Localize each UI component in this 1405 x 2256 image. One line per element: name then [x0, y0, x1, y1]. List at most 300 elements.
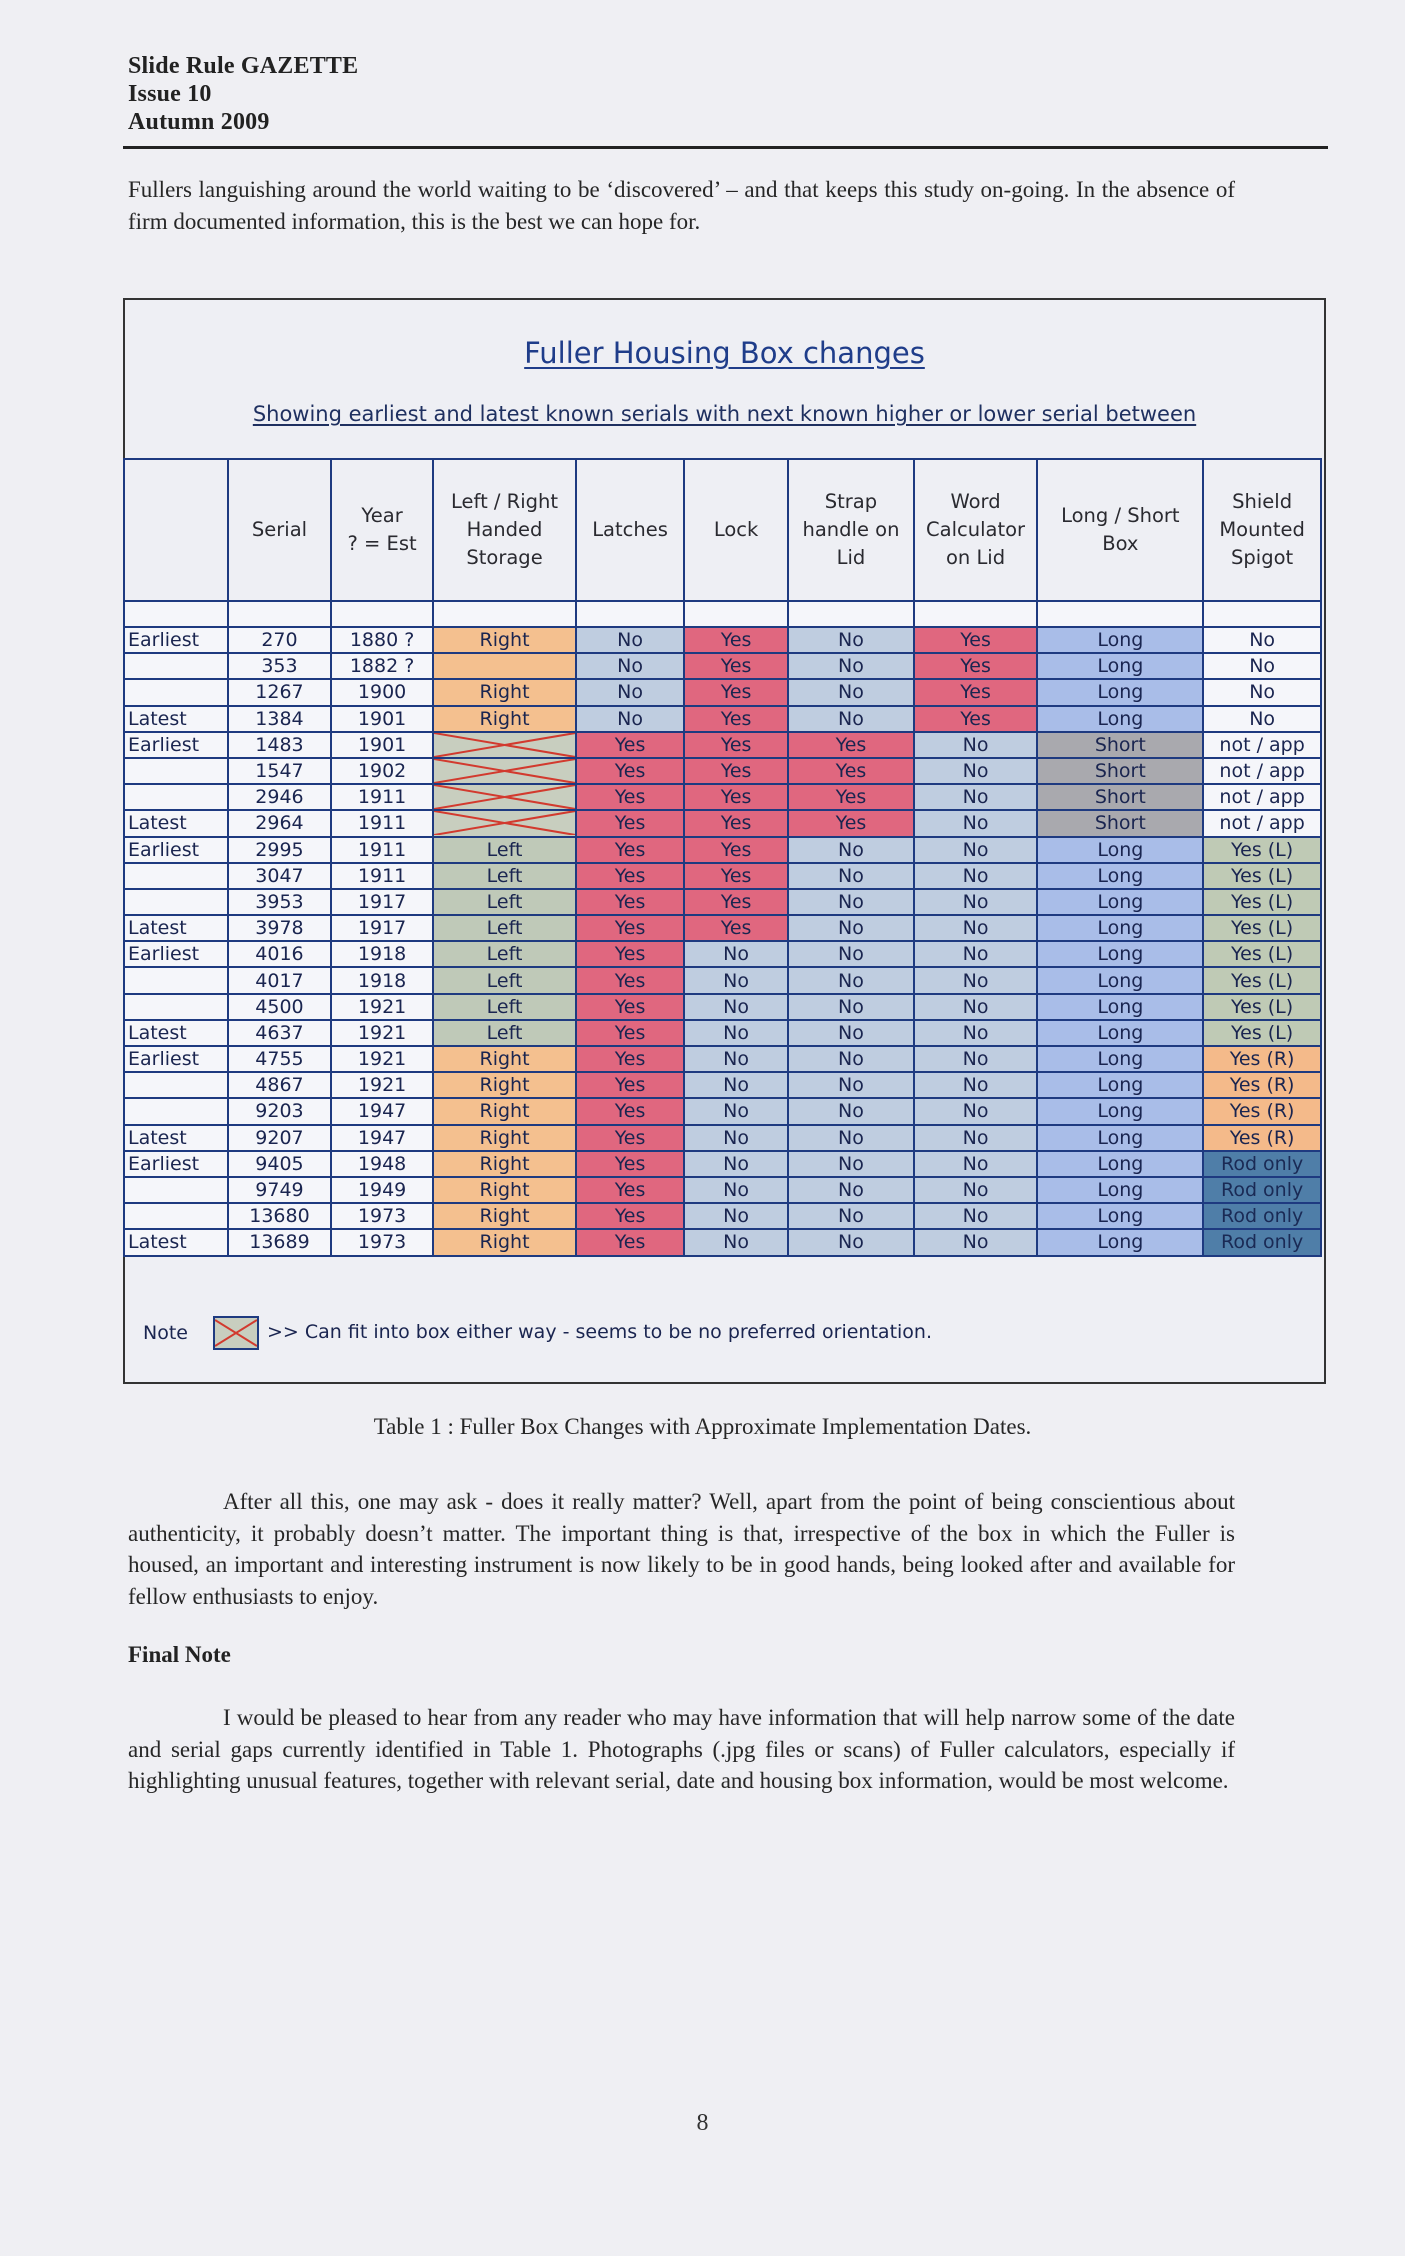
cell-year: 1880 ?: [331, 627, 433, 653]
column-header-line: Spigot: [1231, 546, 1294, 569]
cell-storage: Left: [433, 1020, 576, 1046]
cell-strap: No: [788, 1177, 913, 1203]
cell-label: [124, 758, 228, 784]
cell-latches: Yes: [576, 1020, 684, 1046]
cell-strap: No: [788, 967, 913, 993]
cell-label: Latest: [124, 1020, 228, 1046]
cell-box: Short: [1037, 758, 1203, 784]
table-row: [124, 915, 1321, 941]
cell-latches: Yes: [576, 758, 684, 784]
cell-serial: 1547: [228, 758, 332, 784]
table-row: [124, 679, 1321, 705]
cross-icon: [215, 1318, 257, 1348]
cell-label: Latest: [124, 915, 228, 941]
cell-latches: Yes: [576, 1125, 684, 1151]
cell-lock: Yes: [684, 784, 788, 810]
cell-spigot: Rod only: [1203, 1177, 1321, 1203]
cell-storage: Left: [433, 941, 576, 967]
column-header-1: [228, 459, 332, 601]
cell-box: Long: [1037, 653, 1203, 679]
cell-latches: Yes: [576, 863, 684, 889]
cell-serial: 2995: [228, 837, 332, 863]
cell-spigot: Yes (L): [1203, 863, 1321, 889]
cell-box: Long: [1037, 1203, 1203, 1229]
cell-word: Yes: [914, 679, 1038, 705]
cell-lock: Yes: [684, 732, 788, 758]
cell-strap: No: [788, 679, 913, 705]
cell-label: Earliest: [124, 1046, 228, 1072]
column-header-9: [1203, 459, 1321, 601]
cell-serial: 4017: [228, 967, 332, 993]
cell-lock: No: [684, 994, 788, 1020]
cell-latches: Yes: [576, 1046, 684, 1072]
cell-storage: Right: [433, 706, 576, 732]
cell-storage: Right: [433, 1072, 576, 1098]
cell-word: No: [914, 837, 1038, 863]
cell-word: No: [914, 994, 1038, 1020]
column-header-6: [788, 459, 913, 601]
cell-lock: Yes: [684, 810, 788, 836]
table-header-row: [124, 459, 1321, 601]
cell-label: Latest: [124, 810, 228, 836]
cell-word: No: [914, 810, 1038, 836]
table-row: [124, 1020, 1321, 1046]
cell-strap: Yes: [788, 810, 913, 836]
cell-word: No: [914, 1229, 1038, 1255]
cell-box: Long: [1037, 1229, 1203, 1255]
cell-year: 1947: [331, 1098, 433, 1124]
spacer-cell: [228, 601, 332, 627]
cell-label: [124, 994, 228, 1020]
cell-word: Yes: [914, 627, 1038, 653]
cell-latches: Yes: [576, 784, 684, 810]
column-header-4: [576, 459, 684, 601]
cell-spigot: Yes (L): [1203, 915, 1321, 941]
cell-word: No: [914, 758, 1038, 784]
cell-lock: No: [684, 1125, 788, 1151]
cell-box: Long: [1037, 1151, 1203, 1177]
cell-year: 1921: [331, 994, 433, 1020]
cell-box: Long: [1037, 1046, 1203, 1072]
cell-label: Latest: [124, 1125, 228, 1151]
table-row: [124, 837, 1321, 863]
cell-strap: Yes: [788, 732, 913, 758]
cell-strap: No: [788, 863, 913, 889]
cell-year: 1901: [331, 706, 433, 732]
cell-spigot: not / app: [1203, 810, 1321, 836]
cell-spigot: Yes (R): [1203, 1098, 1321, 1124]
cell-word: No: [914, 1203, 1038, 1229]
cell-serial: 2946: [228, 784, 332, 810]
cell-year: 1911: [331, 784, 433, 810]
cell-year: 1911: [331, 863, 433, 889]
cell-latches: Yes: [576, 1229, 684, 1255]
cell-box: Long: [1037, 679, 1203, 705]
table-row: [124, 784, 1321, 810]
cell-storage: Right: [433, 1098, 576, 1124]
cell-latches: Yes: [576, 941, 684, 967]
cell-latches: Yes: [576, 837, 684, 863]
cell-label: [124, 967, 228, 993]
cell-storage: Right: [433, 1151, 576, 1177]
note-label: Note: [143, 1322, 188, 1344]
cell-label: [124, 889, 228, 915]
cell-lock: Yes: [684, 627, 788, 653]
cell-latches: Yes: [576, 1177, 684, 1203]
cell-year: 1949: [331, 1177, 433, 1203]
cell-year: 1948: [331, 1151, 433, 1177]
cell-latches: Yes: [576, 732, 684, 758]
column-header-0: [124, 459, 228, 601]
cell-lock: No: [684, 1203, 788, 1229]
cell-year: 1973: [331, 1203, 433, 1229]
cell-serial: 353: [228, 653, 332, 679]
column-header-line: Strap: [824, 490, 878, 513]
spacer-cell: [684, 601, 788, 627]
cell-serial: 3978: [228, 915, 332, 941]
cell-latches: Yes: [576, 915, 684, 941]
cell-word: No: [914, 863, 1038, 889]
cell-lock: No: [684, 1229, 788, 1255]
table-title-text: Fuller Housing Box changes: [524, 336, 925, 370]
cell-year: 1901: [331, 732, 433, 758]
table-row: [124, 889, 1321, 915]
cell-strap: No: [788, 1125, 913, 1151]
cell-storage: [433, 784, 576, 810]
cell-label: [124, 863, 228, 889]
cell-lock: Yes: [684, 915, 788, 941]
column-header-line: Lock: [713, 518, 759, 541]
cell-box: Long: [1037, 1125, 1203, 1151]
cell-box: Long: [1037, 967, 1203, 993]
table-subtitle: [125, 402, 1324, 426]
cell-year: 1917: [331, 889, 433, 915]
cell-serial: 9203: [228, 1098, 332, 1124]
cell-storage: Left: [433, 967, 576, 993]
cell-strap: No: [788, 837, 913, 863]
cell-year: 1973: [331, 1229, 433, 1255]
either-way-cross-icon: [434, 759, 575, 783]
table-body: [124, 601, 1321, 1256]
cell-year: 1917: [331, 915, 433, 941]
cell-storage: Left: [433, 994, 576, 1020]
cell-spigot: Yes (R): [1203, 1072, 1321, 1098]
table-row: [124, 967, 1321, 993]
spacer-row: [124, 601, 1321, 627]
spacer-cell: [433, 601, 576, 627]
table-row: [124, 1125, 1321, 1151]
cell-lock: No: [684, 1072, 788, 1098]
cell-latches: Yes: [576, 1098, 684, 1124]
cell-year: 1900: [331, 679, 433, 705]
cell-strap: No: [788, 1098, 913, 1124]
either-way-cross-icon: [434, 785, 575, 809]
cell-spigot: Yes (R): [1203, 1125, 1321, 1151]
cell-box: Long: [1037, 627, 1203, 653]
column-header-5: [684, 459, 788, 601]
cell-strap: Yes: [788, 758, 913, 784]
cell-storage: Right: [433, 1177, 576, 1203]
either-way-cross-icon: [434, 811, 575, 835]
cell-spigot: Rod only: [1203, 1151, 1321, 1177]
cell-word: No: [914, 1072, 1038, 1098]
cell-word: No: [914, 915, 1038, 941]
cell-strap: No: [788, 1151, 913, 1177]
table-row: [124, 1046, 1321, 1072]
cell-year: 1902: [331, 758, 433, 784]
cell-storage: [433, 758, 576, 784]
spacer-cell: [1037, 601, 1203, 627]
cell-latches: Yes: [576, 889, 684, 915]
either-way-cross-icon: [213, 1316, 259, 1350]
cell-strap: No: [788, 889, 913, 915]
cell-lock: No: [684, 941, 788, 967]
column-header-line: ? = Est: [347, 532, 417, 555]
cell-latches: No: [576, 653, 684, 679]
cell-box: Long: [1037, 706, 1203, 732]
cell-lock: No: [684, 1046, 788, 1072]
cell-serial: 13689: [228, 1229, 332, 1255]
table-row: [124, 810, 1321, 836]
cell-storage: Left: [433, 915, 576, 941]
cell-word: No: [914, 1151, 1038, 1177]
cell-word: No: [914, 1177, 1038, 1203]
spacer-cell: [788, 601, 913, 627]
cell-spigot: Yes (L): [1203, 941, 1321, 967]
column-header-line: Serial: [251, 518, 308, 541]
column-header-line: Handed: [466, 518, 543, 541]
cell-label: Earliest: [124, 941, 228, 967]
cell-storage: Right: [433, 1046, 576, 1072]
cell-serial: 2964: [228, 810, 332, 836]
column-header-line: handle on: [802, 518, 900, 541]
table-row: [124, 732, 1321, 758]
cell-serial: 13680: [228, 1203, 332, 1229]
cell-spigot: not / app: [1203, 758, 1321, 784]
cell-spigot: Yes (R): [1203, 1046, 1321, 1072]
cell-strap: No: [788, 915, 913, 941]
cell-word: No: [914, 732, 1038, 758]
column-header-line: Left / Right: [451, 490, 559, 513]
cell-serial: 3953: [228, 889, 332, 915]
table-figure: [123, 298, 1326, 1384]
cell-strap: Yes: [788, 784, 913, 810]
cell-storage: Right: [433, 1229, 576, 1255]
cell-lock: Yes: [684, 863, 788, 889]
cell-spigot: not / app: [1203, 732, 1321, 758]
cell-serial: 4637: [228, 1020, 332, 1046]
cell-serial: 1267: [228, 679, 332, 705]
cell-word: No: [914, 1020, 1038, 1046]
intro-paragraph: Fullers languishing around the world waiting to be ‘discovered’ – and that keeps this study on-going. In the absence of firm documented information, this is the best we can hope for.: [128, 177, 1235, 234]
cell-storage: Left: [433, 837, 576, 863]
cell-lock: Yes: [684, 679, 788, 705]
column-header-line: Shield: [1232, 490, 1293, 513]
cell-serial: 4867: [228, 1072, 332, 1098]
cell-label: [124, 784, 228, 810]
column-header-2: [331, 459, 433, 601]
cell-spigot: No: [1203, 627, 1321, 653]
table-row: [124, 706, 1321, 732]
cell-label: [124, 1203, 228, 1229]
cell-word: No: [914, 1046, 1038, 1072]
cell-latches: No: [576, 627, 684, 653]
cell-box: Long: [1037, 1098, 1203, 1124]
cell-spigot: Rod only: [1203, 1203, 1321, 1229]
cell-label: [124, 1177, 228, 1203]
masthead: [128, 52, 358, 136]
cell-serial: 9749: [228, 1177, 332, 1203]
cell-storage: [433, 732, 576, 758]
cell-box: Short: [1037, 810, 1203, 836]
cell-lock: Yes: [684, 889, 788, 915]
cell-lock: Yes: [684, 758, 788, 784]
cell-label: [124, 679, 228, 705]
cell-word: No: [914, 889, 1038, 915]
cell-strap: No: [788, 1203, 913, 1229]
cell-storage: [433, 653, 576, 679]
issue-season: Autumn 2009: [128, 109, 270, 135]
cell-lock: No: [684, 1177, 788, 1203]
table-row: [124, 653, 1321, 679]
cell-box: Long: [1037, 1020, 1203, 1046]
table-row: [124, 1072, 1321, 1098]
cell-label: Earliest: [124, 732, 228, 758]
cell-strap: No: [788, 706, 913, 732]
final-note-heading: Final Note: [128, 1642, 231, 1667]
cell-lock: No: [684, 967, 788, 993]
cell-box: Long: [1037, 1072, 1203, 1098]
cell-box: Short: [1037, 732, 1203, 758]
table-row: [124, 1151, 1321, 1177]
cell-serial: 270: [228, 627, 332, 653]
cell-box: Short: [1037, 784, 1203, 810]
cell-box: Long: [1037, 863, 1203, 889]
publication-title: Slide Rule GAZETTE: [128, 53, 359, 79]
table-row: [124, 994, 1321, 1020]
table-row: [124, 1203, 1321, 1229]
cell-strap: No: [788, 627, 913, 653]
cell-spigot: Yes (L): [1203, 889, 1321, 915]
cell-box: Long: [1037, 941, 1203, 967]
cell-storage: Right: [433, 679, 576, 705]
cell-word: Yes: [914, 653, 1038, 679]
table-caption: Table 1 : Fuller Box Changes with Approximate Implementation Dates.: [373, 1414, 1032, 1439]
cell-label: Latest: [124, 1229, 228, 1255]
table-row: [124, 941, 1321, 967]
cell-word: Yes: [914, 706, 1038, 732]
cell-year: 1921: [331, 1046, 433, 1072]
paragraph-final-note: I would be pleased to hear from any reader who may have information that will help narrow some of the date and serial gaps currently identified in Table 1. Photographs (.jpg files or scans) of Fuller calculators, especially if highlighting unusual features, together with relevant serial, date and housing box information, would be most welcome.: [128, 1705, 1235, 1793]
cell-word: No: [914, 1098, 1038, 1124]
cell-serial: 1384: [228, 706, 332, 732]
column-header-line: Latches: [592, 518, 668, 541]
cell-latches: Yes: [576, 1203, 684, 1229]
cell-box: Long: [1037, 1177, 1203, 1203]
page-number: 8: [696, 2110, 709, 2136]
cell-year: 1911: [331, 837, 433, 863]
cell-box: Long: [1037, 915, 1203, 941]
table-title: [125, 336, 1324, 370]
cell-latches: No: [576, 679, 684, 705]
cell-box: Long: [1037, 837, 1203, 863]
cell-strap: No: [788, 1229, 913, 1255]
column-header-line: Lid: [836, 546, 866, 569]
column-header-7: [914, 459, 1038, 601]
cell-word: No: [914, 1125, 1038, 1151]
table-row: [124, 1229, 1321, 1255]
cell-label: Earliest: [124, 837, 228, 863]
cell-storage: Right: [433, 1203, 576, 1229]
column-header-line: Mounted: [1219, 518, 1305, 541]
cell-latches: Yes: [576, 1072, 684, 1098]
cell-year: 1921: [331, 1072, 433, 1098]
spacer-cell: [576, 601, 684, 627]
either-way-cross-icon: [434, 733, 575, 757]
paragraph-does-it-matter: After all this, one may ask - does it really matter? Well, apart from the point of being conscientious about authenticity, it probably doesn’t matter. The important thing is that, irrespective of the box in which the Fuller is housed, an important and interesting instrument is now likely to be in good hands, being looked after and available for fellow enthusiasts to enjoy.: [128, 1489, 1235, 1609]
column-header-line: Year: [361, 504, 403, 527]
cell-latches: Yes: [576, 967, 684, 993]
cell-serial: 9207: [228, 1125, 332, 1151]
cell-storage: Right: [433, 1125, 576, 1151]
cell-storage: Right: [433, 627, 576, 653]
cell-label: [124, 653, 228, 679]
cell-spigot: Yes (L): [1203, 1020, 1321, 1046]
cell-label: [124, 1072, 228, 1098]
cell-word: No: [914, 941, 1038, 967]
column-header-line: Storage: [466, 546, 543, 569]
cell-year: 1911: [331, 810, 433, 836]
table-row: [124, 863, 1321, 889]
cell-year: 1921: [331, 1020, 433, 1046]
cell-lock: Yes: [684, 837, 788, 863]
cell-serial: 4500: [228, 994, 332, 1020]
spacer-cell: [914, 601, 1038, 627]
cell-strap: No: [788, 1072, 913, 1098]
cell-box: Long: [1037, 994, 1203, 1020]
column-header-line: Long / Short: [1061, 504, 1180, 527]
cell-latches: Yes: [576, 994, 684, 1020]
cell-label: Earliest: [124, 627, 228, 653]
cell-year: 1918: [331, 941, 433, 967]
cell-serial: 4016: [228, 941, 332, 967]
table-row: [124, 627, 1321, 653]
note-text: >> Can fit into box either way - seems to be no preferred orientation.: [267, 1321, 932, 1343]
housing-box-table: [123, 458, 1322, 1257]
column-header-line: Word: [950, 490, 1001, 513]
cell-lock: No: [684, 1098, 788, 1124]
cell-year: 1918: [331, 967, 433, 993]
cell-word: No: [914, 784, 1038, 810]
cell-storage: Left: [433, 863, 576, 889]
table-row: [124, 1098, 1321, 1124]
cell-spigot: No: [1203, 706, 1321, 732]
cell-spigot: Rod only: [1203, 1229, 1321, 1255]
cell-word: No: [914, 967, 1038, 993]
cell-label: Latest: [124, 706, 228, 732]
table-row: [124, 1177, 1321, 1203]
cell-box: Long: [1037, 889, 1203, 915]
header-rule: [123, 146, 1328, 149]
cell-lock: Yes: [684, 653, 788, 679]
cell-spigot: No: [1203, 679, 1321, 705]
column-header-line: on Lid: [945, 546, 1006, 569]
table-subtitle-text: Showing earliest and latest known serials with next known higher or lower serial between: [252, 402, 1197, 426]
cell-latches: No: [576, 706, 684, 732]
cell-serial: 1483: [228, 732, 332, 758]
cell-label: Earliest: [124, 1151, 228, 1177]
cell-serial: 4755: [228, 1046, 332, 1072]
